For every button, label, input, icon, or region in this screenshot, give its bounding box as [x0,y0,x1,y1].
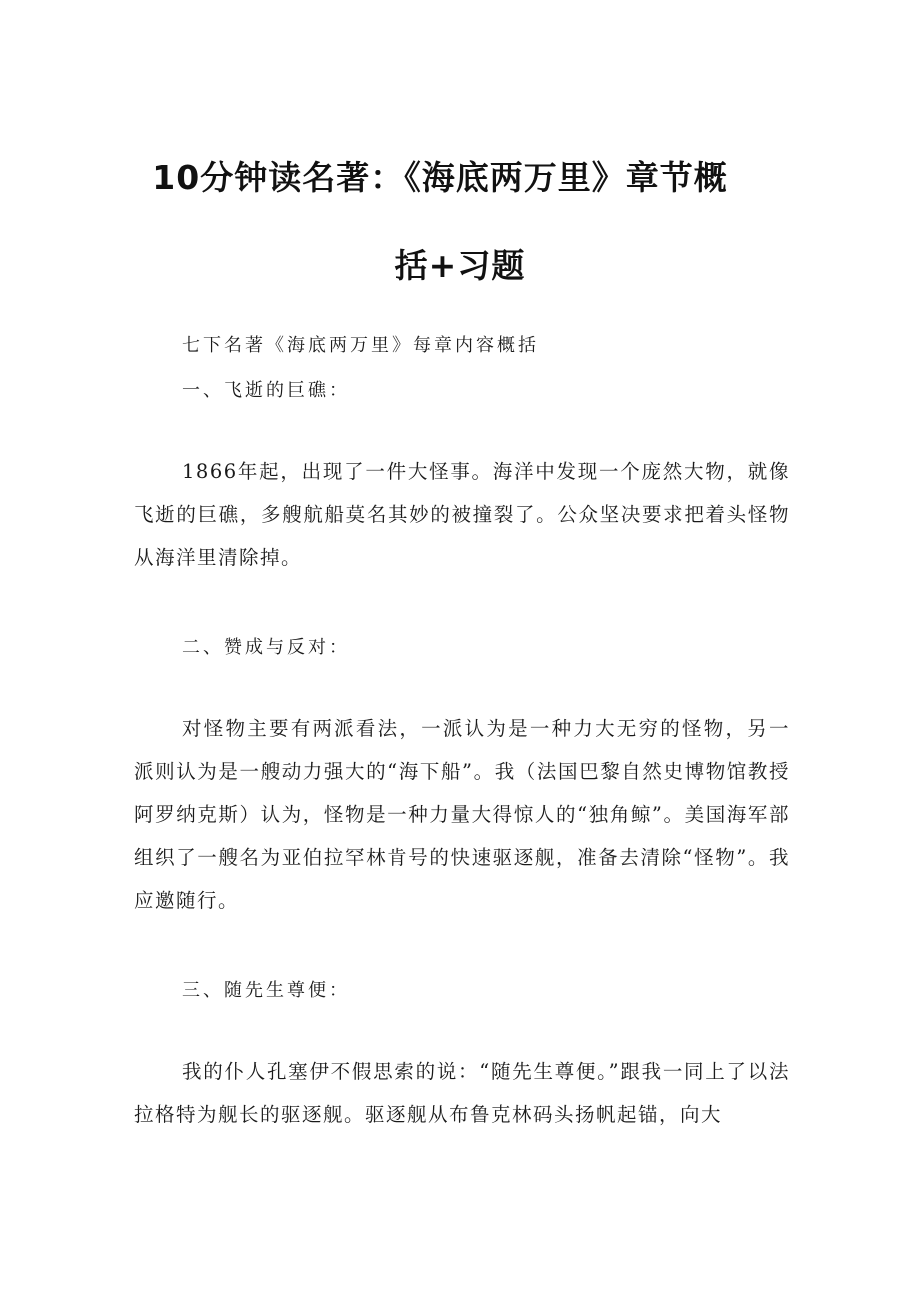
section-heading-1: 一、飞逝的巨礁： [182,380,350,401]
document-title-line-2: 括+习题 [394,246,526,285]
section-heading-3: 三、随先生尊便： [182,980,350,1001]
section-heading-2: 二、赞成与反对： [182,637,350,658]
section-body-1: 1866年起，出现了一件大怪事。海洋中发现一个庞然大物，就像飞逝的巨礁，多艘航船莫名其妙的被撞裂了。公众坚决要求把着头怪物从海洋里清除掉。 [134,460,790,569]
document-title-line-1: 10分钟读名著：《海底两万里》章节概 [152,158,728,197]
section-body-2: 对怪物主要有两派看法，一派认为是一种力大无穷的怪物，另一派则认为是一艘动力强大的“海下船”。我（法国巴黎自然史博物馆教授阿罗纳克斯）认为，怪物是一种力量大得惊人的“独角鲸”。美国海军部组织了一艘名为亚伯拉罕林肯号的快速驱逐舰，准备去清除“怪物”。我应邀随行。 [134,717,790,912]
section-body-3: 我的仆人孔塞伊不假思索的说：“随先生尊便。”跟我一同上了以法拉格特为舰长的驱逐舰。驱逐舰从布鲁克林码头扬帆起锚，向大 [134,1060,790,1126]
intro-line: 七下名著《海底两万里》每章内容概括 [182,335,539,356]
